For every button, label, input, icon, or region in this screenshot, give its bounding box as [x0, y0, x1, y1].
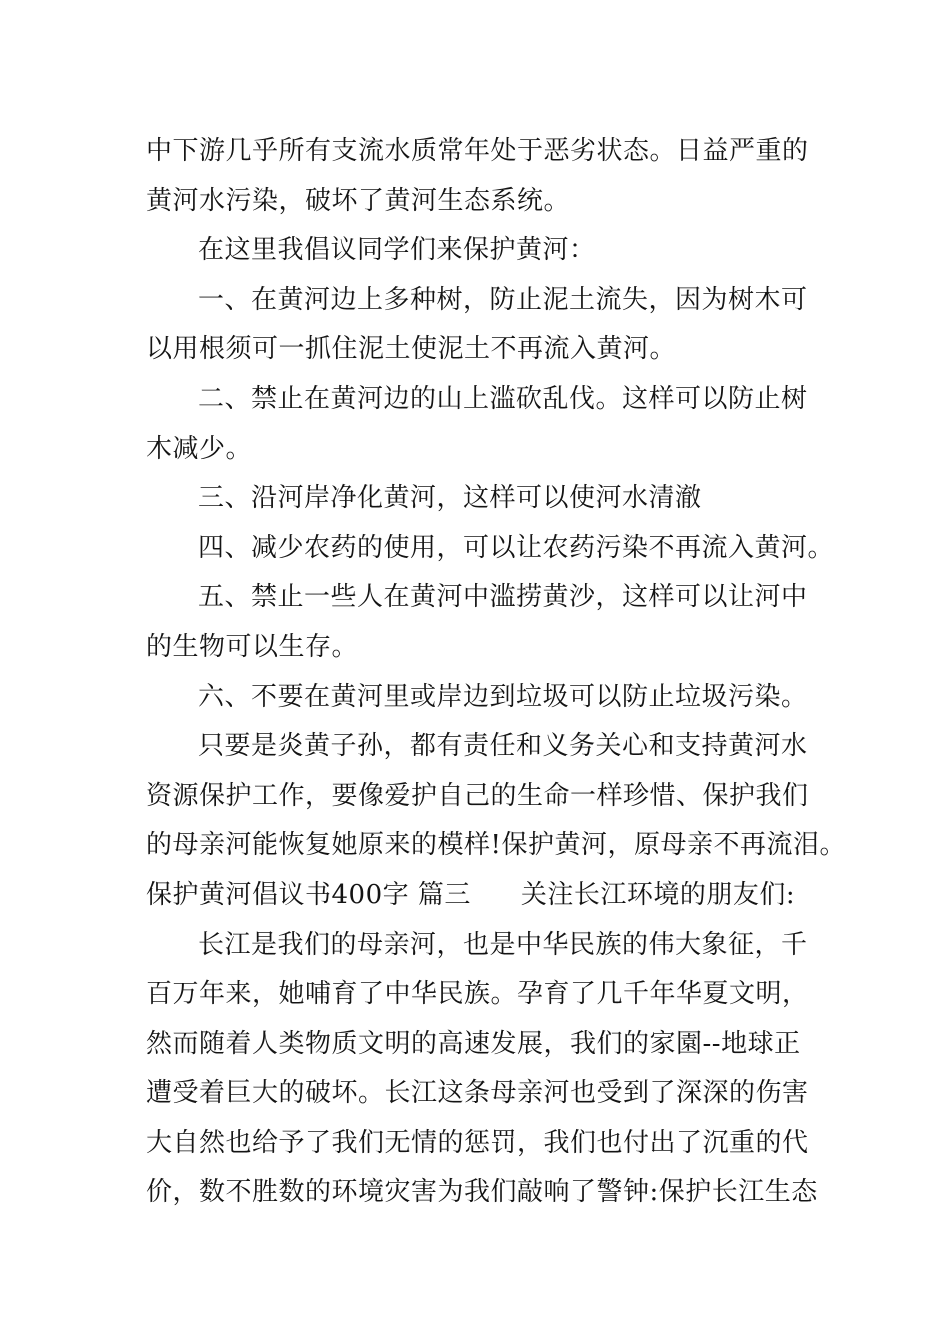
text-line: 一、在黄河边上多种树，防止泥土流失，因为树木可: [198, 284, 808, 315]
text-line: 中下游几乎所有支流水质常年处于恶劣状态。日益严重的: [146, 136, 809, 166]
text-line: 然而随着人类物质文明的高速发展，我们的家園--地球正: [146, 1028, 801, 1059]
section-heading: [146, 871, 810, 921]
text-line: 三、沿河岸净化黄河，这样可以使河水清澈: [198, 483, 702, 514]
text-line: 百万年来，她哺育了中华民族。孕育了几千年华夏文明，: [146, 979, 809, 1010]
heading-greeting: 关注长江环境的朋友们:: [520, 879, 796, 910]
text-line: 木减少。: [146, 433, 253, 464]
text-line: 以用根须可一抓住泥土使泥土不再流入黄河。: [146, 334, 677, 365]
text-line: 的生物可以生存。: [146, 631, 359, 662]
text-line: 五、禁止一些人在黄河中滥捞黄沙，这样可以让河中: [198, 582, 808, 613]
text-line: 的母亲河能恢复她原来的模样!保护黄河，原母亲不再流泪。: [146, 830, 846, 861]
text-line: 价，数不胜数的环境灾害为我们敲响了警钟:保护长江生态: [146, 1177, 818, 1208]
heading-title: 保护黄河倡议书400字: [146, 879, 410, 910]
text-line: 遭受着巨大的破坏。长江这条母亲河也受到了深深的伤害: [146, 1078, 809, 1109]
text-line: 黄河水污染，破坏了黄河生态系统。: [146, 185, 571, 216]
text-line: 大自然也给予了我们无情的惩罚，我们也付出了沉重的代: [146, 1127, 809, 1158]
text-line: 在这里我倡议同学们来保护黄河：: [198, 235, 596, 266]
text-line: 只要是炎黄子孙，都有责任和义务关心和支持黄河水: [198, 731, 808, 762]
text-line: 资源保护工作，要像爱护自己的生命一样珍惜、保护我们: [146, 780, 809, 811]
heading-section: 篇三: [417, 879, 471, 910]
text-line: 长江是我们的母亲河，也是中华民族的伟大象征，千: [198, 929, 808, 960]
text-line: 二、禁止在黄河边的山上滥砍乱伐。这样可以防止树: [198, 383, 808, 414]
text-line: 六、不要在黄河里或岸边到垃圾可以防止垃圾污染。: [198, 681, 808, 712]
text-line: 四、减少农药的使用，可以让农药污染不再流入黄河。: [198, 532, 835, 563]
document-body: [146, 127, 846, 1218]
